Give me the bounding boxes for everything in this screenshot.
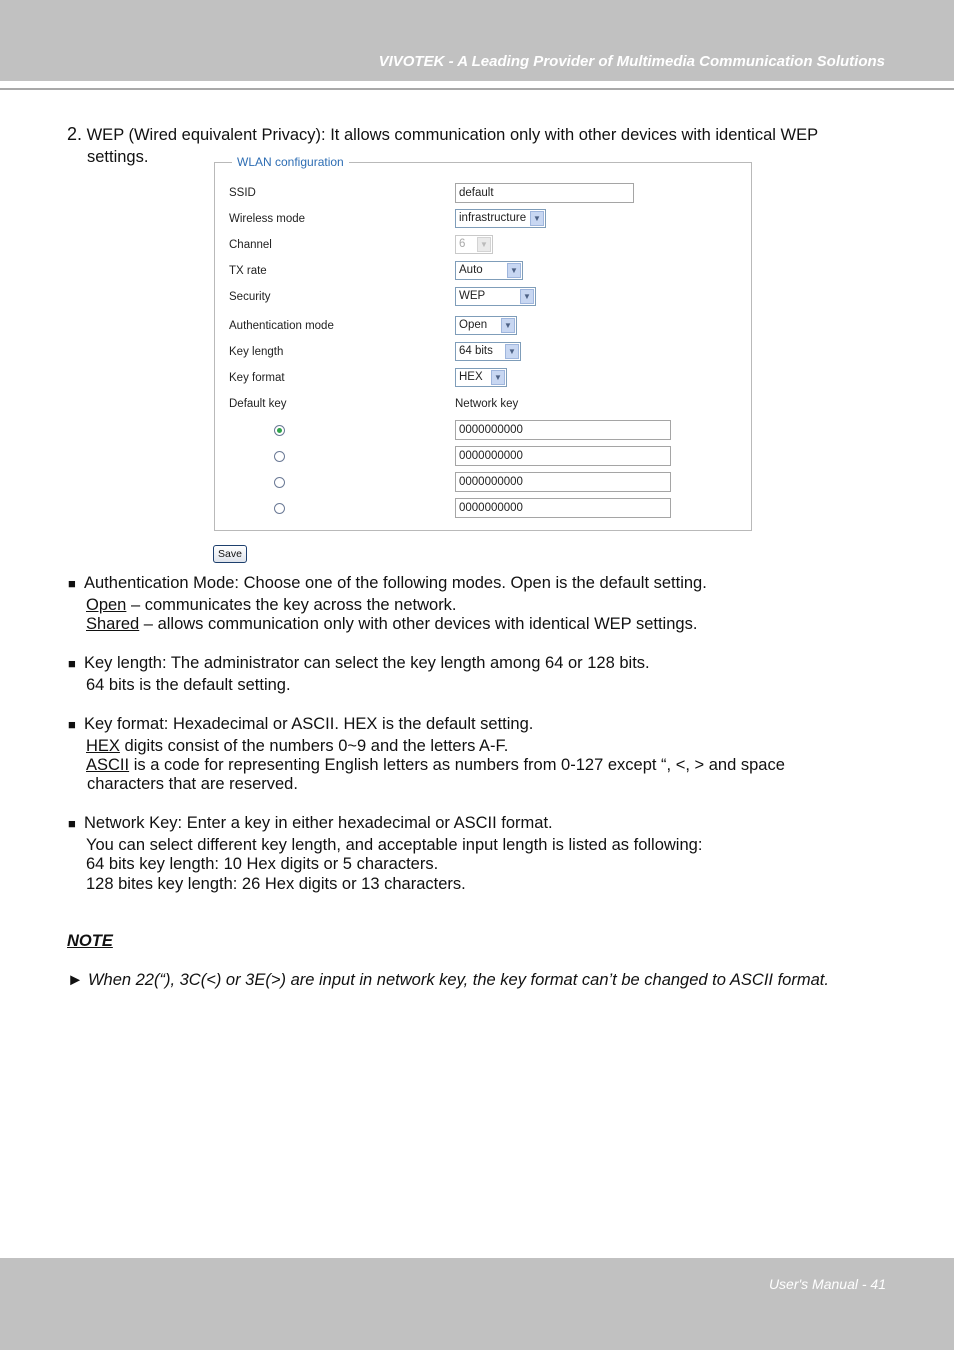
tx-rate-select[interactable] (455, 261, 523, 280)
bullet-icon: ■ (68, 656, 76, 671)
auth-shared-line: Shared – allows communication only with other devices with identical WEP settings. (86, 615, 698, 633)
bullet-icon: ■ (68, 816, 76, 831)
default-key-radio-3[interactable] (274, 477, 285, 488)
keyfmt-ascii-line: ASCII is a code for representing English letters as numbers from 0-127 except “, <, > and space (86, 756, 785, 774)
keyfmt-ascii-line-2: characters that are reserved. (87, 775, 298, 793)
netkey-line-4: 128 bites key length: 26 Hex digits or 13 characters. (86, 875, 466, 893)
network-key-input-2[interactable]: 0000000000 (455, 446, 671, 466)
wireless-mode-label: Wireless mode (229, 213, 306, 225)
network-key-label: Network key (455, 398, 519, 410)
network-key-input-4[interactable]: 0000000000 (455, 498, 671, 518)
triangle-right-icon: ► (67, 971, 84, 989)
intro-line-2: settings. (87, 148, 149, 166)
hex-term: HEX (86, 737, 120, 755)
auth-open-line: Open – communicates the key across the network. (86, 596, 457, 614)
network-key-input-3[interactable]: 0000000000 (455, 472, 671, 492)
ascii-term: ASCII (86, 756, 130, 774)
ssid-input[interactable]: default (455, 183, 634, 203)
note-text-line (67, 971, 829, 990)
channel-label: Channel (229, 239, 272, 251)
chevron-down-icon: ▼ (507, 263, 521, 278)
page-number: User's Manual - 41 (768, 1276, 886, 1292)
key-format-value: HEX (459, 371, 483, 383)
page-footer (0, 1258, 954, 1350)
wireless-mode-select[interactable] (455, 209, 546, 228)
default-key-radio-4[interactable] (274, 503, 285, 514)
bullet-icon: ■ (68, 576, 76, 591)
keyfmt-section-head: ■ Key format: Hexadecimal or ASCII. HEX is the default setting. (68, 715, 534, 733)
auth-section-head: ■ Authentication Mode: Choose one of the following modes. Open is the default setting. (68, 574, 707, 592)
key-format-label: Key format (229, 372, 285, 384)
bullet-icon: ■ (68, 717, 76, 732)
key-length-select[interactable] (455, 342, 521, 361)
security-select[interactable] (455, 287, 536, 306)
chevron-down-icon: ▼ (491, 370, 505, 385)
security-value: WEP (459, 290, 486, 302)
tx-rate-label: TX rate (229, 265, 267, 277)
chevron-down-icon: ▼ (501, 318, 515, 333)
auth-mode-label: Authentication mode (229, 320, 334, 332)
netkey-section-head: ■ Network Key: Enter a key in either hexadecimal or ASCII format. (68, 814, 553, 832)
netkey-line-2: You can select different key length, and acceptable input length is listed as following: (86, 836, 703, 854)
keylen-line-2: 64 bits is the default setting. (86, 676, 291, 694)
intro-text: WEP (Wired equivalent Privacy): It allows communication only with other devices with identical WEP (86, 126, 819, 144)
open-term: Open (86, 596, 127, 614)
security-label: Security (229, 291, 271, 303)
intro-line-1 (67, 125, 818, 145)
key-format-select[interactable] (455, 368, 507, 387)
netkey-line-3: 64 bits key length: 10 Hex digits or 5 characters. (86, 855, 439, 873)
default-key-label: Default key (229, 398, 287, 410)
chevron-down-icon: ▼ (505, 344, 519, 359)
header-title: VIVOTEK - A Leading Provider of Multimedia Communication Solutions (378, 53, 885, 70)
note-text: When 22(“), 3C(<) or 3E(>) are input in network key, the key format can’t be changed to ASCII format. (87, 971, 829, 989)
chevron-down-icon: ▼ (530, 211, 544, 226)
channel-select (455, 235, 493, 254)
keyfmt-hex-line: HEX digits consist of the numbers 0~9 and the letters A-F. (86, 737, 509, 755)
wlan-legend: WLAN configuration (232, 155, 349, 169)
intro-number: 2. (67, 124, 83, 144)
chevron-down-icon: ▼ (477, 237, 491, 252)
keylen-section-head: ■ Key length: The administrator can select the key length among 64 or 128 bits. (68, 654, 650, 672)
save-button[interactable]: Save (213, 545, 247, 563)
wireless-mode-value: infrastructure (459, 212, 527, 224)
channel-value: 6 (459, 238, 466, 250)
note-title: NOTE (67, 932, 113, 950)
chevron-down-icon: ▼ (520, 289, 534, 304)
default-key-radio-2[interactable] (274, 451, 285, 462)
network-key-input-1[interactable]: 0000000000 (455, 420, 671, 440)
auth-mode-select[interactable] (455, 316, 517, 335)
shared-term: Shared (86, 615, 140, 633)
auth-mode-value: Open (459, 319, 488, 331)
tx-rate-value: Auto (459, 264, 483, 276)
key-length-value: 64 bits (459, 345, 493, 357)
default-key-radio-1[interactable] (274, 425, 285, 436)
header-divider (0, 88, 954, 90)
ssid-label: SSID (229, 187, 256, 199)
key-length-label: Key length (229, 346, 284, 358)
